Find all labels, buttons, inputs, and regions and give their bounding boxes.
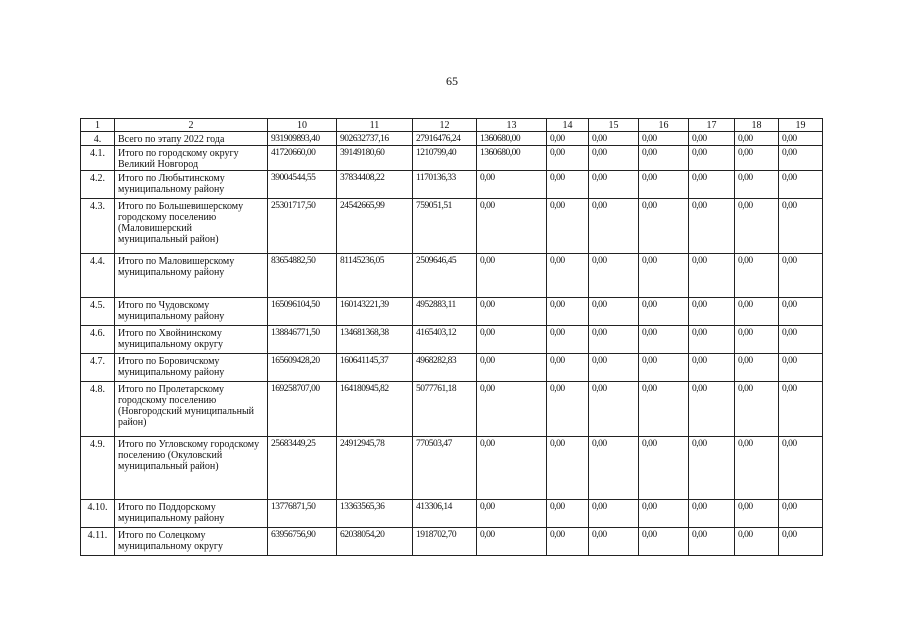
row-value: 0,00 [639, 171, 689, 199]
row-value: 0,00 [639, 528, 689, 556]
row-value: 0,00 [589, 437, 639, 500]
row-value: 0,00 [689, 146, 735, 171]
row-value: 138846771,50 [268, 326, 337, 354]
table-row [81, 528, 823, 556]
row-value: 0,00 [547, 326, 589, 354]
row-number: 4.10. [81, 500, 115, 528]
column-header: 15 [589, 119, 639, 132]
table-row [81, 326, 823, 354]
row-value: 0,00 [735, 146, 779, 171]
row-value: 0,00 [639, 298, 689, 326]
row-number: 4.4. [81, 254, 115, 298]
row-value: 1170136,33 [413, 171, 477, 199]
row-value: 0,00 [547, 199, 589, 254]
row-value: 0,00 [589, 382, 639, 437]
row-value: 0,00 [735, 354, 779, 382]
row-value: 164180945,82 [337, 382, 413, 437]
row-value: 0,00 [735, 500, 779, 528]
row-value: 0,00 [735, 132, 779, 146]
row-value: 1918702,70 [413, 528, 477, 556]
row-value: 13363565,36 [337, 500, 413, 528]
row-value: 160143221,39 [337, 298, 413, 326]
row-number: 4.8. [81, 382, 115, 437]
column-header: 14 [547, 119, 589, 132]
row-value: 0,00 [779, 354, 823, 382]
row-value: 759051,51 [413, 199, 477, 254]
table-row [81, 254, 823, 298]
column-header: 13 [477, 119, 547, 132]
row-value: 0,00 [589, 146, 639, 171]
row-value: 25683449,25 [268, 437, 337, 500]
row-value: 0,00 [689, 354, 735, 382]
row-value: 770503,47 [413, 437, 477, 500]
row-value: 169258707,00 [268, 382, 337, 437]
row-value: 0,00 [477, 326, 547, 354]
row-name: Итого по Солецкому муниципальному округу [115, 528, 268, 556]
row-value: 0,00 [689, 500, 735, 528]
row-value: 0,00 [735, 382, 779, 437]
row-number: 4.1. [81, 146, 115, 171]
row-name: Итого по городскому округу Великий Новгород [115, 146, 268, 171]
row-value: 0,00 [689, 437, 735, 500]
row-value: 0,00 [589, 132, 639, 146]
row-value: 0,00 [689, 528, 735, 556]
row-value: 0,00 [779, 437, 823, 500]
row-value: 25301717,50 [268, 199, 337, 254]
row-value: 0,00 [779, 326, 823, 354]
row-name: Итого по Хвойнинскому муниципальному округу [115, 326, 268, 354]
column-header: 18 [735, 119, 779, 132]
row-value: 134681368,38 [337, 326, 413, 354]
row-number: 4.5. [81, 298, 115, 326]
row-number: 4.6. [81, 326, 115, 354]
row-value: 1210799,40 [413, 146, 477, 171]
row-value: 0,00 [589, 354, 639, 382]
row-value: 0,00 [589, 254, 639, 298]
row-value: 0,00 [477, 354, 547, 382]
row-value: 0,00 [779, 254, 823, 298]
row-value: 0,00 [639, 382, 689, 437]
row-value: 0,00 [477, 298, 547, 326]
row-value: 0,00 [689, 298, 735, 326]
row-value: 0,00 [639, 354, 689, 382]
row-value: 902632737,16 [337, 132, 413, 146]
row-value: 0,00 [779, 382, 823, 437]
row-value: 0,00 [779, 171, 823, 199]
column-header: 11 [337, 119, 413, 132]
row-value: 81145236,05 [337, 254, 413, 298]
row-value: 0,00 [689, 254, 735, 298]
row-value: 5077761,18 [413, 382, 477, 437]
row-value: 0,00 [589, 528, 639, 556]
row-value: 0,00 [735, 528, 779, 556]
column-header: 10 [268, 119, 337, 132]
row-name: Итого по Большевишерскому городскому поселению (Маловишерский муниципальный район) [115, 199, 268, 254]
row-number: 4.11. [81, 528, 115, 556]
table-row [81, 500, 823, 528]
row-name: Итого по Боровичскому муниципальному району [115, 354, 268, 382]
row-name: Итого по Угловскому городскому поселению (Окуловский муниципальный район) [115, 437, 268, 500]
row-value: 931909893,40 [268, 132, 337, 146]
row-value: 0,00 [639, 132, 689, 146]
column-header: 12 [413, 119, 477, 132]
row-value: 0,00 [779, 199, 823, 254]
table-row [81, 354, 823, 382]
row-value: 0,00 [477, 437, 547, 500]
row-value: 0,00 [735, 171, 779, 199]
row-value: 0,00 [689, 382, 735, 437]
column-header: 2 [115, 119, 268, 132]
table-row [81, 382, 823, 437]
table-row [81, 171, 823, 199]
table-row [81, 437, 823, 500]
row-name: Итого по Чудовскому муниципальному району [115, 298, 268, 326]
column-header: 19 [779, 119, 823, 132]
row-value: 0,00 [477, 254, 547, 298]
row-value: 0,00 [779, 528, 823, 556]
row-number: 4.7. [81, 354, 115, 382]
row-value: 0,00 [779, 146, 823, 171]
row-value: 0,00 [689, 171, 735, 199]
row-number: 4.3. [81, 199, 115, 254]
row-value: 0,00 [639, 437, 689, 500]
row-value: 0,00 [689, 132, 735, 146]
row-value: 24912945,78 [337, 437, 413, 500]
row-value: 0,00 [735, 298, 779, 326]
row-value: 4968282,83 [413, 354, 477, 382]
row-value: 0,00 [547, 437, 589, 500]
page-number: 65 [446, 74, 458, 88]
row-value: 0,00 [735, 254, 779, 298]
row-value: 0,00 [589, 500, 639, 528]
row-value: 0,00 [547, 500, 589, 528]
row-name: Итого по Поддорскому муниципальному району [115, 500, 268, 528]
row-value: 0,00 [779, 298, 823, 326]
row-number: 4.2. [81, 171, 115, 199]
column-header: 1 [81, 119, 115, 132]
row-value: 63956756,90 [268, 528, 337, 556]
row-value: 27916476,24 [413, 132, 477, 146]
row-value: 83654882,50 [268, 254, 337, 298]
row-name: Итого по Маловишерскому муниципальному району [115, 254, 268, 298]
row-value: 0,00 [589, 171, 639, 199]
row-name: Всего по этапу 2022 года [115, 132, 268, 146]
row-value: 160641145,37 [337, 354, 413, 382]
row-number: 4. [81, 132, 115, 146]
row-name: Итого по Любытинскому муниципальному району [115, 171, 268, 199]
row-value: 0,00 [547, 171, 589, 199]
table-row [81, 132, 823, 146]
row-value: 0,00 [735, 199, 779, 254]
row-value: 0,00 [547, 354, 589, 382]
row-value: 24542665,99 [337, 199, 413, 254]
row-value: 0,00 [589, 298, 639, 326]
row-value: 0,00 [477, 199, 547, 254]
row-number: 4.9. [81, 437, 115, 500]
row-value: 39149180,60 [337, 146, 413, 171]
row-value: 0,00 [547, 298, 589, 326]
table-row [81, 298, 823, 326]
column-header: 16 [639, 119, 689, 132]
row-value: 13776871,50 [268, 500, 337, 528]
row-value: 0,00 [735, 326, 779, 354]
header-row [81, 119, 823, 132]
row-value: 4952883,11 [413, 298, 477, 326]
row-value: 0,00 [639, 254, 689, 298]
row-value: 41720660,00 [268, 146, 337, 171]
row-value: 0,00 [639, 146, 689, 171]
row-value: 0,00 [477, 528, 547, 556]
row-value: 0,00 [689, 326, 735, 354]
row-value: 0,00 [547, 254, 589, 298]
row-value: 0,00 [547, 146, 589, 171]
budget-table [80, 118, 823, 556]
row-value: 0,00 [639, 500, 689, 528]
column-header: 17 [689, 119, 735, 132]
row-value: 0,00 [589, 199, 639, 254]
row-value: 0,00 [639, 326, 689, 354]
row-value: 413306,14 [413, 500, 477, 528]
row-value: 1360680,00 [477, 132, 547, 146]
row-value: 0,00 [589, 326, 639, 354]
row-value: 62038054,20 [337, 528, 413, 556]
table-row [81, 146, 823, 171]
row-value: 0,00 [547, 132, 589, 146]
row-value: 0,00 [779, 500, 823, 528]
row-value: 39004544,55 [268, 171, 337, 199]
row-value: 0,00 [689, 199, 735, 254]
row-name: Итого по Пролетарскому городскому поселению (Новгородский муниципальный район) [115, 382, 268, 437]
row-value: 0,00 [735, 437, 779, 500]
row-value: 0,00 [477, 382, 547, 437]
row-value: 2509646,45 [413, 254, 477, 298]
row-value: 0,00 [779, 132, 823, 146]
row-value: 165096104,50 [268, 298, 337, 326]
row-value: 0,00 [547, 382, 589, 437]
row-value: 37834408,22 [337, 171, 413, 199]
row-value: 0,00 [639, 199, 689, 254]
row-value: 0,00 [477, 171, 547, 199]
row-value: 4165403,12 [413, 326, 477, 354]
row-value: 0,00 [477, 500, 547, 528]
table-row [81, 199, 823, 254]
row-value: 0,00 [547, 528, 589, 556]
row-value: 1360680,00 [477, 146, 547, 171]
row-value: 165609428,20 [268, 354, 337, 382]
